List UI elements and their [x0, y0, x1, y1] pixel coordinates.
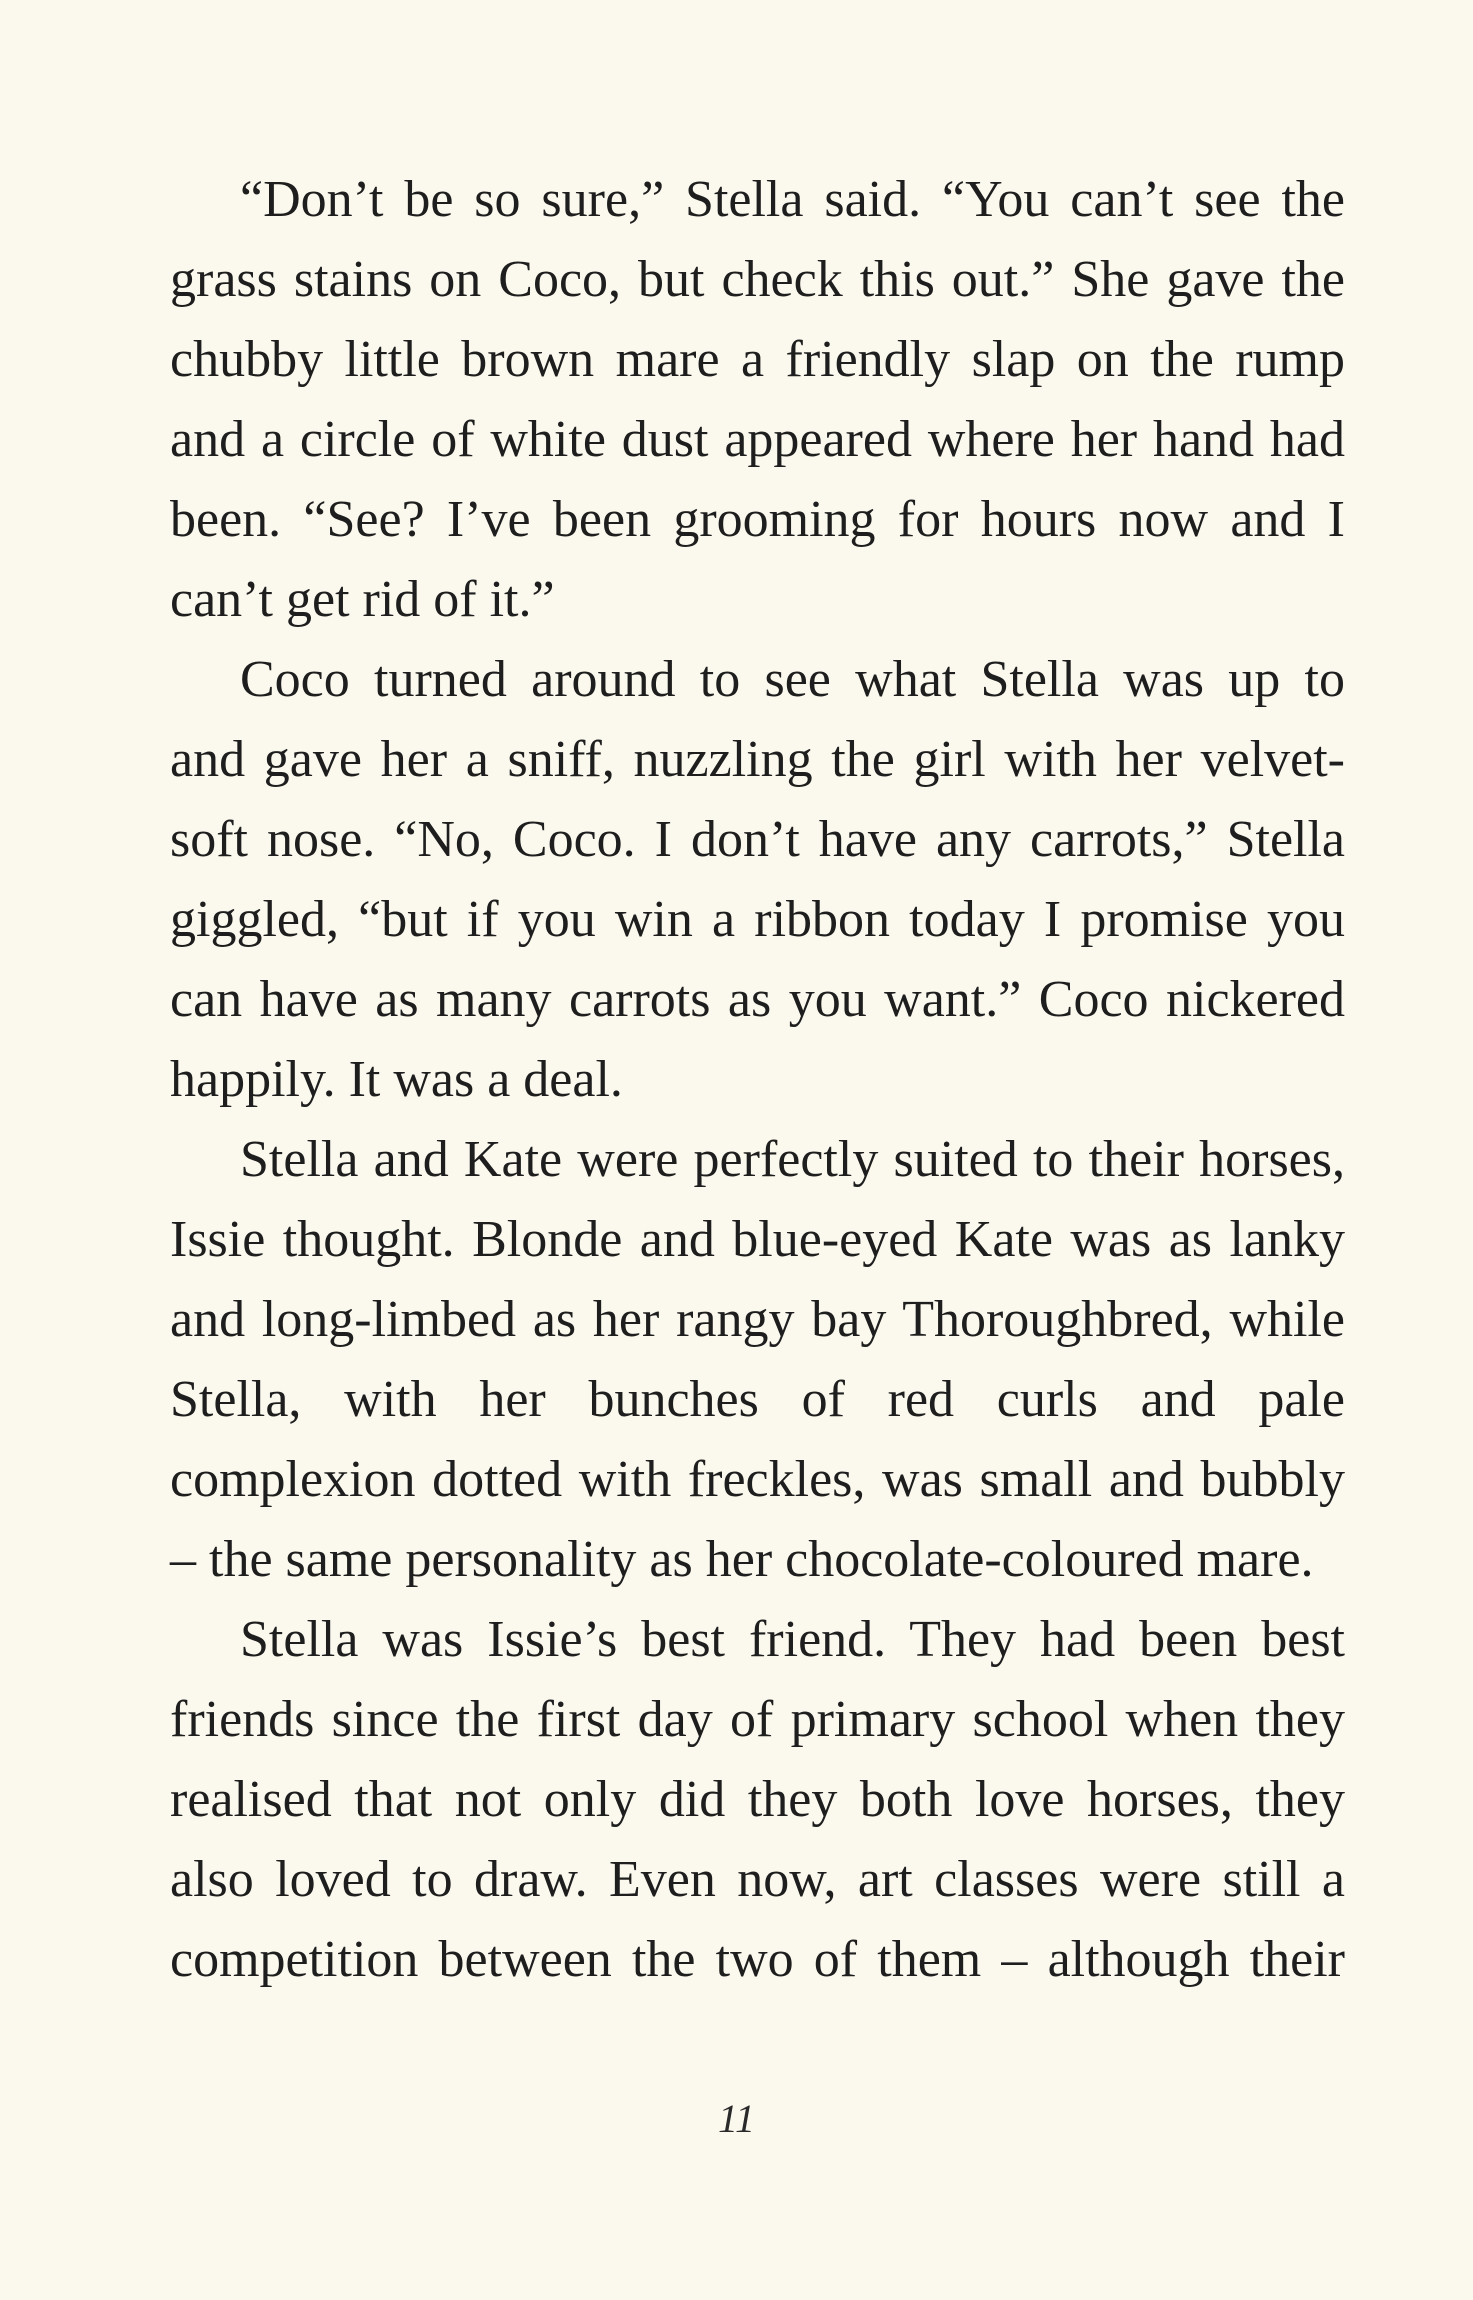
text-line: Coco turned around to see what Stella was up to — [240, 651, 1345, 708]
text-line: and a circle of white dust appeared where her hand had — [170, 411, 1345, 468]
text-line: and long-limbed as her rangy bay Thoroughbred, while — [170, 1291, 1345, 1348]
text-line: can’t get rid of it.” — [170, 571, 555, 628]
text-line: Stella was Issie’s best friend. They had been best — [240, 1611, 1345, 1668]
text-line: and gave her a sniff, nuzzling the girl with her velvet- — [170, 731, 1345, 788]
text-line: friends since the first day of primary school when they — [170, 1691, 1345, 1748]
text-line: chubby little brown mare a friendly slap on the rump — [170, 331, 1345, 388]
text-line: Stella and Kate were perfectly suited to their horses, — [240, 1131, 1345, 1188]
text-line: giggled, “but if you win a ribbon today I promise you — [170, 891, 1345, 948]
body-text — [170, 160, 1345, 2000]
text-line: also loved to draw. Even now, art classes were still a — [170, 1851, 1345, 1908]
text-line: – the same personality as her chocolate-coloured mare. — [170, 1531, 1314, 1588]
text-line: been. “See? I’ve been grooming for hours now and I — [170, 491, 1345, 548]
page-number: 11 — [717, 2096, 756, 2141]
text-line: complexion dotted with freckles, was small and bubbly — [170, 1451, 1345, 1508]
paragraph-3 — [170, 1120, 1345, 1600]
text-line: Issie thought. Blonde and blue-eyed Kate was as lanky — [170, 1211, 1345, 1268]
text-line: can have as many carrots as you want.” Coco nickered — [170, 971, 1345, 1028]
text-line: realised that not only did they both love horses, they — [170, 1771, 1345, 1828]
text-line: “Don’t be so sure,” Stella said. “You can’t see the — [240, 171, 1345, 228]
text-line: competition between the two of them – although their — [170, 1931, 1345, 1988]
paragraph-2 — [170, 640, 1345, 1120]
text-line: grass stains on Coco, but check this out.” She gave the — [170, 251, 1345, 308]
paragraph-1 — [170, 160, 1345, 640]
text-line: Stella, with her bunches of red curls and pale — [170, 1371, 1345, 1428]
text-line: soft nose. “No, Coco. I don’t have any carrots,” Stella — [170, 811, 1345, 868]
text-line: happily. It was a deal. — [170, 1051, 623, 1108]
paragraph-4 — [170, 1600, 1345, 2000]
